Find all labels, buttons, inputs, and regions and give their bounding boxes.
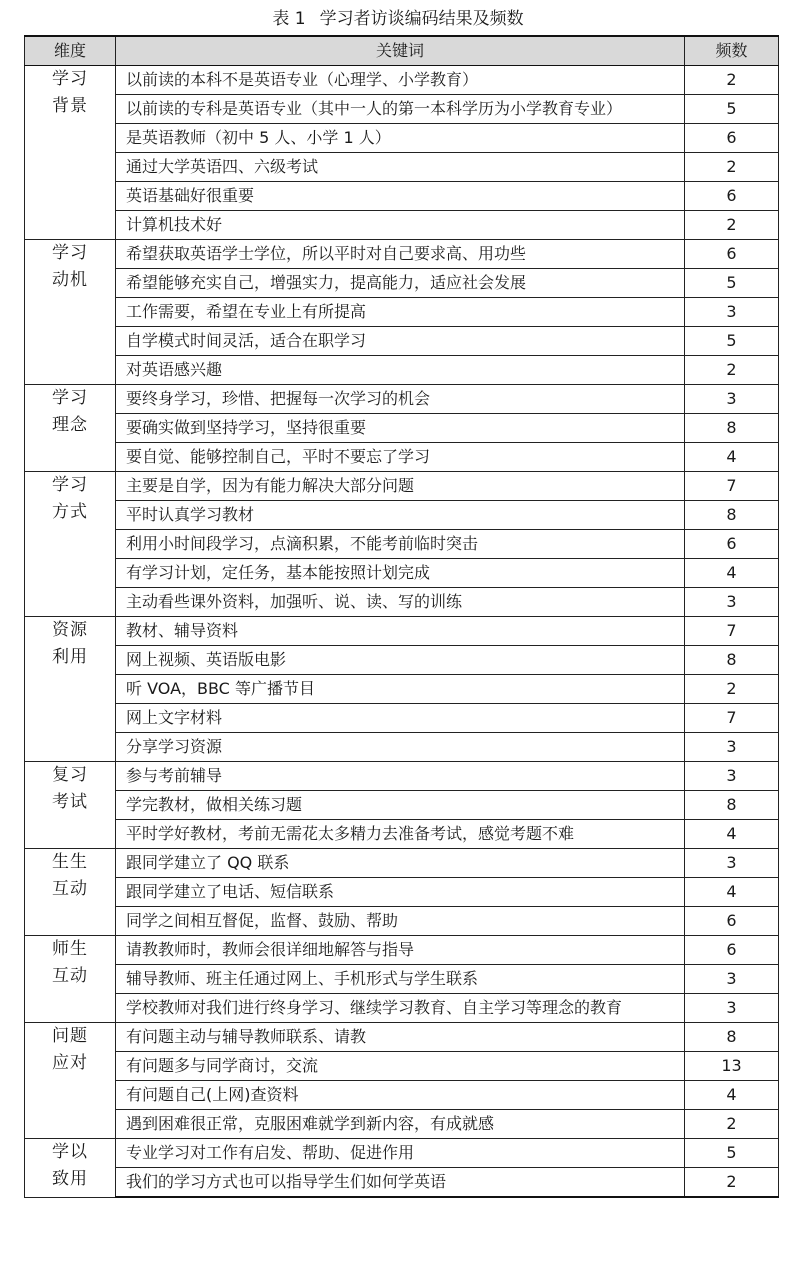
frequency-cell: 7: [685, 472, 779, 501]
frequency-cell: 8: [685, 791, 779, 820]
table-row: [25, 849, 779, 878]
table-row: [25, 153, 779, 182]
table-title: 学习者访谈编码结果及频数: [319, 9, 524, 29]
table-row: [25, 907, 779, 936]
frequency-cell: 7: [685, 704, 779, 733]
keyword-cell: 平时认真学习教材: [116, 501, 685, 530]
frequency-cell: 4: [685, 443, 779, 472]
frequency-cell: 8: [685, 501, 779, 530]
table-row: [25, 501, 779, 530]
dimension-cell: [25, 66, 116, 240]
frequency-cell: 6: [685, 530, 779, 559]
keyword-cell: 专业学习对工作有启发、帮助、促进作用: [116, 1139, 685, 1168]
dimension-label: 应对: [52, 1053, 88, 1073]
table-row: [25, 675, 779, 704]
table-number: 表 1: [272, 9, 306, 29]
keyword-cell: 学完教材，做相关练习题: [116, 791, 685, 820]
keyword-cell: 参与考前辅导: [116, 762, 685, 791]
frequency-cell: 7: [685, 617, 779, 646]
table-row: [25, 472, 779, 501]
dimension-label: 背景: [52, 96, 88, 116]
table-row: [25, 240, 779, 269]
table-row: [25, 994, 779, 1023]
table-row: [25, 1168, 779, 1198]
dimension-label: 动机: [52, 270, 88, 290]
dimension-cell: [25, 936, 116, 1023]
frequency-cell: 4: [685, 820, 779, 849]
keyword-cell: 要终身学习，珍惜、把握每一次学习的机会: [116, 385, 685, 414]
keyword-cell: 自学模式时间灵活，适合在职学习: [116, 327, 685, 356]
keyword-cell: 对英语感兴趣: [116, 356, 685, 385]
table-row: [25, 211, 779, 240]
table-row: [25, 1081, 779, 1110]
keyword-cell: 遇到困难很正常，克服困难就学到新内容，有成就感: [116, 1110, 685, 1139]
keyword-cell: 请教教师时，教师会很详细地解答与指导: [116, 936, 685, 965]
dimension-label: 互动: [52, 879, 88, 899]
table-row: [25, 124, 779, 153]
dimension-cell: [25, 472, 116, 617]
keyword-cell: 学校教师对我们进行终身学习、继续学习教育、自主学习等理念的教育: [116, 994, 685, 1023]
table-row: [25, 66, 779, 95]
frequency-cell: 2: [685, 66, 779, 95]
table-row: [25, 414, 779, 443]
frequency-cell: 3: [685, 994, 779, 1023]
dimension-label: 致用: [52, 1169, 88, 1189]
dimension-label: 考试: [52, 792, 88, 812]
keyword-cell: 是英语教师（初中 5 人、小学 1 人）: [116, 124, 685, 153]
keyword-cell: 有问题自己(上网)查资料: [116, 1081, 685, 1110]
dimension-cell: [25, 385, 116, 472]
keyword-cell: 同学之间相互督促，监督、鼓励、帮助: [116, 907, 685, 936]
table-row: [25, 965, 779, 994]
frequency-cell: 6: [685, 182, 779, 211]
frequency-cell: 5: [685, 327, 779, 356]
header-row: [25, 36, 779, 66]
dimension-cell: [25, 617, 116, 762]
frequency-cell: 6: [685, 936, 779, 965]
coding-table: [24, 35, 779, 1198]
dimension-cell: [25, 1139, 116, 1198]
dimension-label: 理念: [52, 415, 88, 435]
table-row: [25, 617, 779, 646]
table-row: [25, 327, 779, 356]
frequency-cell: 8: [685, 1023, 779, 1052]
table-row: [25, 1023, 779, 1052]
table-row: [25, 936, 779, 965]
frequency-cell: 6: [685, 124, 779, 153]
table-row: [25, 356, 779, 385]
frequency-cell: 6: [685, 240, 779, 269]
keyword-cell: 主动看些课外资料，加强听、说、读、写的训练: [116, 588, 685, 617]
dimension-label: 利用: [52, 647, 88, 667]
table-row: [25, 878, 779, 907]
table-row: [25, 182, 779, 211]
dimension-cell: [25, 1023, 116, 1139]
keyword-cell: 利用小时间段学习，点滴积累，不能考前临时突击: [116, 530, 685, 559]
dimension-label: 生生: [52, 852, 88, 872]
table-row: [25, 733, 779, 762]
table-row: [25, 530, 779, 559]
keyword-cell: 有学习计划，定任务，基本能按照计划完成: [116, 559, 685, 588]
keyword-cell: 有问题主动与辅导教师联系、请教: [116, 1023, 685, 1052]
frequency-cell: 2: [685, 675, 779, 704]
table-row: [25, 646, 779, 675]
keyword-cell: 主要是自学，因为有能力解决大部分问题: [116, 472, 685, 501]
table-row: [25, 791, 779, 820]
keyword-cell: 听 VOA，BBC 等广播节目: [116, 675, 685, 704]
keyword-cell: 希望能够充实自己，增强实力，提高能力，适应社会发展: [116, 269, 685, 298]
frequency-cell: 6: [685, 907, 779, 936]
dimension-label: 互动: [52, 966, 88, 986]
keyword-cell: 计算机技术好: [116, 211, 685, 240]
frequency-cell: 4: [685, 559, 779, 588]
frequency-cell: 4: [685, 1081, 779, 1110]
keyword-cell: 网上视频、英语版电影: [116, 646, 685, 675]
table-row: [25, 704, 779, 733]
frequency-cell: 2: [685, 153, 779, 182]
keyword-cell: 以前读的专科是英语专业（其中一人的第一本科学历为小学教育专业）: [116, 95, 685, 124]
frequency-cell: 8: [685, 414, 779, 443]
table-row: [25, 385, 779, 414]
table-body: [25, 66, 779, 1198]
dimension-label: 学以: [52, 1142, 88, 1162]
dimension-label: 学习: [52, 69, 88, 89]
keyword-cell: 网上文字材料: [116, 704, 685, 733]
keyword-cell: 我们的学习方式也可以指导学生们如何学英语: [116, 1168, 685, 1198]
table-row: [25, 1139, 779, 1168]
keyword-cell: 以前读的本科不是英语专业（心理学、小学教育）: [116, 66, 685, 95]
keyword-cell: 希望获取英语学士学位，所以平时对自己要求高、用功些: [116, 240, 685, 269]
frequency-cell: 3: [685, 385, 779, 414]
table-row: [25, 1052, 779, 1081]
dimension-label: 资源: [52, 620, 88, 640]
frequency-cell: 2: [685, 356, 779, 385]
keyword-cell: 要确实做到坚持学习，坚持很重要: [116, 414, 685, 443]
dimension-label: 师生: [52, 939, 88, 959]
table-row: [25, 298, 779, 327]
header-dimension: 维度: [25, 36, 116, 66]
keyword-cell: 英语基础好很重要: [116, 182, 685, 211]
keyword-cell: 有问题多与同学商讨，交流: [116, 1052, 685, 1081]
table-row: [25, 443, 779, 472]
table-row: [25, 820, 779, 849]
keyword-cell: 跟同学建立了 QQ 联系: [116, 849, 685, 878]
frequency-cell: 3: [685, 762, 779, 791]
frequency-cell: 13: [685, 1052, 779, 1081]
keyword-cell: 工作需要，希望在专业上有所提高: [116, 298, 685, 327]
frequency-cell: 2: [685, 211, 779, 240]
header-frequency: 频数: [685, 36, 779, 66]
dimension-label: 问题: [52, 1026, 88, 1046]
frequency-cell: 8: [685, 646, 779, 675]
dimension-cell: [25, 849, 116, 936]
dimension-label: 学习: [52, 475, 88, 495]
table-row: [25, 588, 779, 617]
dimension-label: 方式: [52, 502, 88, 522]
frequency-cell: 5: [685, 269, 779, 298]
frequency-cell: 3: [685, 588, 779, 617]
table-caption: [0, 6, 796, 32]
table-row: [25, 1110, 779, 1139]
dimension-cell: [25, 762, 116, 849]
header-keyword: 关键词: [116, 36, 685, 66]
keyword-cell: 分享学习资源: [116, 733, 685, 762]
keyword-cell: 教材、辅导资料: [116, 617, 685, 646]
frequency-cell: 2: [685, 1168, 779, 1198]
keyword-cell: 辅导教师、班主任通过网上、手机形式与学生联系: [116, 965, 685, 994]
keyword-cell: 通过大学英语四、六级考试: [116, 153, 685, 182]
table-row: [25, 559, 779, 588]
frequency-cell: 3: [685, 849, 779, 878]
frequency-cell: 5: [685, 95, 779, 124]
frequency-cell: 2: [685, 1110, 779, 1139]
table-row: [25, 269, 779, 298]
dimension-label: 复习: [52, 765, 88, 785]
dimension-cell: [25, 240, 116, 385]
keyword-cell: 平时学好教材，考前无需花太多精力去准备考试，感觉考题不难: [116, 820, 685, 849]
dimension-label: 学习: [52, 243, 88, 263]
keyword-cell: 要自觉、能够控制自己，平时不要忘了学习: [116, 443, 685, 472]
frequency-cell: 4: [685, 878, 779, 907]
frequency-cell: 5: [685, 1139, 779, 1168]
frequency-cell: 3: [685, 733, 779, 762]
frequency-cell: 3: [685, 298, 779, 327]
dimension-label: 学习: [52, 388, 88, 408]
table-row: [25, 95, 779, 124]
keyword-cell: 跟同学建立了电话、短信联系: [116, 878, 685, 907]
frequency-cell: 3: [685, 965, 779, 994]
table-row: [25, 762, 779, 791]
